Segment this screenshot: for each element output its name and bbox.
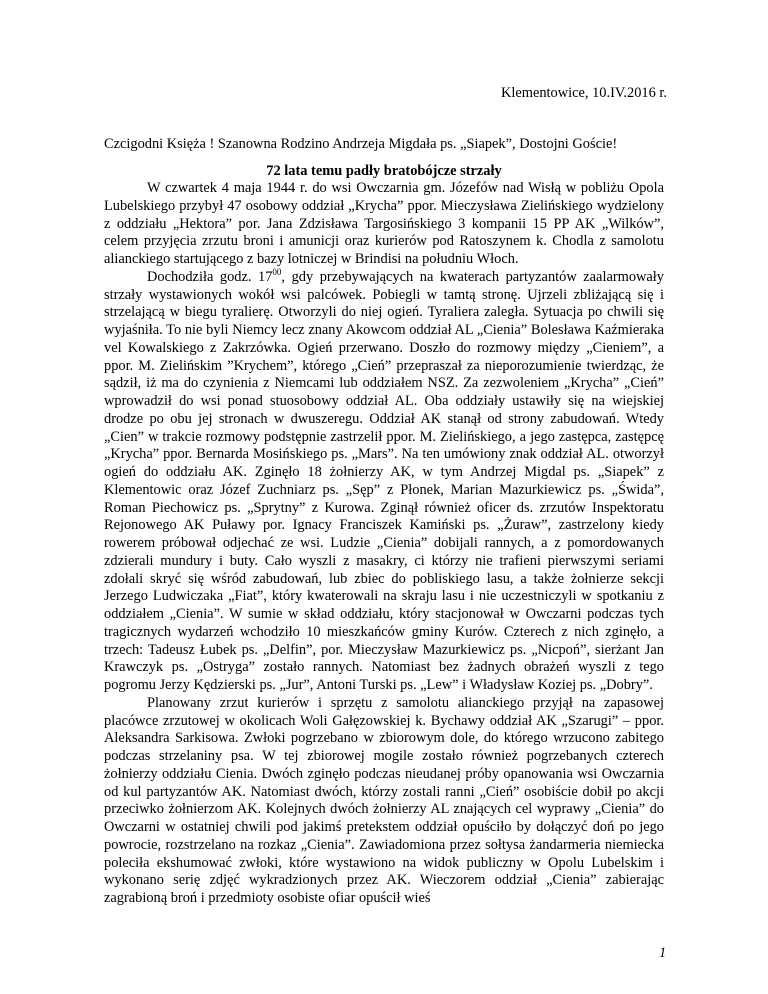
article-body (104, 180, 664, 908)
paragraph-1: W czwartek 4 maja 1944 r. do wsi Owczarnia gm. Józefów nad Wisłą w pobliżu Opola Lubelskiego przybył 47 osobowy oddział „Krycha” ppor. Mieczysława Zielińskiego wydzielony z oddziału „Hektora” por. Jana Zdzisława Targosińskiego 3 kompanii 15 PP AK „Wilków”, celem przyjęcia zrzutu broni i amunicji oraz kurierów pod Ratoszynem k. Chodla z samolotu alianckiego startującego z bazy lotniczej w Brindisi na południu Włoch. (104, 180, 664, 267)
paragraph-3: Planowany zrzut kurierów i sprzętu z samolotu alianckiego przyjął na zapasowej placówce zrzutowej w okolicach Woli Gałęzowskiej k. Bychawy oddział AK „Szarugi” – ppor. Aleksandra Sarkisowa. Zwłoki pogrzebano w zbiorowym dole, do którego wrzucono zabitego podczas strzelaniny psa. W tej zbiorowej mogile zostało również pogrzebanych czterech żołnierzy oddziału Cienia. Dwóch zginęło podczas nieudanej próby opanowania wsi Owczarnia od kul partyzantów AK. Natomiast dwóch, którzy zostali ranni „Cień” osobiście dobił po akcji przeciwko żołnierzom AK. Kolejnych dwóch żołnierzy AL znających cel wyprawy „Cienia” do Owczarni w ostatniej chwili pod jakimś pretekstem oddział opuściło by dołączyć doń po jego powrocie, rozstrzelano na rozkaz „Cienia”. Zawiadomiona przez sołtysa żandarmeria niemiecka poleciła ekshumować zwłoki, które wystawiono na widok publiczny w Opolu Lubelskim i wykonano serię zdjęć wykradzionych przez AK. Wieczorem oddział „Cienia” zabierając zagrabioną broń i przedmioty osobiste ofiar opuścił wieś (104, 694, 664, 906)
paragraph-2-lead: Dochodziła godz. 17 (147, 268, 273, 285)
salutation: Czcigodni Księża ! Szanowna Rodzino Andrzeja Migdała ps. „Siapek”, Dostojni Goście! (104, 136, 618, 152)
article-title: 72 lata temu padły bratobójcze strzały (266, 163, 502, 179)
paragraph-2-rest: , gdy przebywających na kwaterach partyzantów zaalarmowały strzały wystawionych wokół wsi palcówek. Pobiegli w tamtą stronę. Ujrzeli zbliżającą się i strzelającą w biegu tyralierę. Otworzyli do niej ogień. Tyraliera zaległa. Sytuacja po chwili się wyjaśniła. To nie byli Niemcy lecz znany Akowcom oddział AL „Cienia” Bolesława Kaźmieraka vel Kowalskiego z Zakrzówka. Ogień przerwano. Doszło do rozmowy między „Cieniem”, a ppor. M. Zielińskim ”Krychem”, którego „Cień” przepraszał za nieporozumienie twierdząc, że sądził, iż ma do czynienia z Niemcami lub oddziałem NSZ. Za zezwoleniem „Krycha” „Cień” wprowadził do wsi ponad stuosobowy oddział AL. Oba oddziały ustawiły się na wiejskiej drodze po obu jej stronach w dwuszeregu. Oddział AK stanął od strony zabudowań. Wtedy „Cien” w trakcie rozmowy podstępnie zastrzelił ppor. M. Zielińskiego, a jego zastępca, zastępcę „Krycha” ppor. Bernarda Mosińskiego ps. „Mars”. Na ten umówiony znak oddział AL. otworzył ogień do oddziału AK. Zginęło 18 żołnierzy AK, w tym Andrzej Migdal ps. „Siapek” z Klementowic oraz Józef Zuchniarz ps. „Sęp” z Płonek, Marian Mazurkiewicz ps. „Świda”, Roman Piechowicz ps. „Sprytny” z Kurowa. Zginął również oficer ds. zrzutów Inspektoratu Rejonowego AK Puławy por. Ignacy Franciszek Kamiński ps. „Żuraw”, zastrzelony kiedy rowerem próbował odjechać ze wsi. Ludzie „Cienia” dobijali rannych, a z pomordowanych zdzierali mundury i buty. Cało wyszli z masakry, ci którzy nie trafieni pierwszymi seriami zdołali skryć się wśród zabudowań, lub zbiec do pobliskiego lasu, a także żołnierze sekcji Jerzego Ludwiczaka „Fiat”, który kwaterowali na skraju lasu i nie uczestniczyli w spotkaniu z oddziałem „Cienia”. W sumie w skład oddziału, który stacjonował w Owczarni podczas tych tragicznych wydarzeń wchodziło 10 mieszkańców gminy Kurów. Czterech z nich zginęło, a trzech: Tadeusz Łubek ps. „Delfin”, por. Mieczysław Mazurkiewicz ps. „Nicpoń”, sierżant Jan Krawczyk ps. „Ostryga” zostało rannych. Natomiast bez żadnych obrażeń wyszli z tego pogromu Jerzy Kędzierski ps. „Jur”, Antoni Turski ps. „Lew” i Władysław Koziej ps. „Dobry”. (104, 268, 664, 693)
dateline: Klementowice, 10.IV.2016 r. (501, 85, 667, 101)
time-superscript: 00 (272, 266, 282, 277)
page-number: 1 (659, 945, 667, 961)
paragraph-2 (104, 266, 664, 695)
